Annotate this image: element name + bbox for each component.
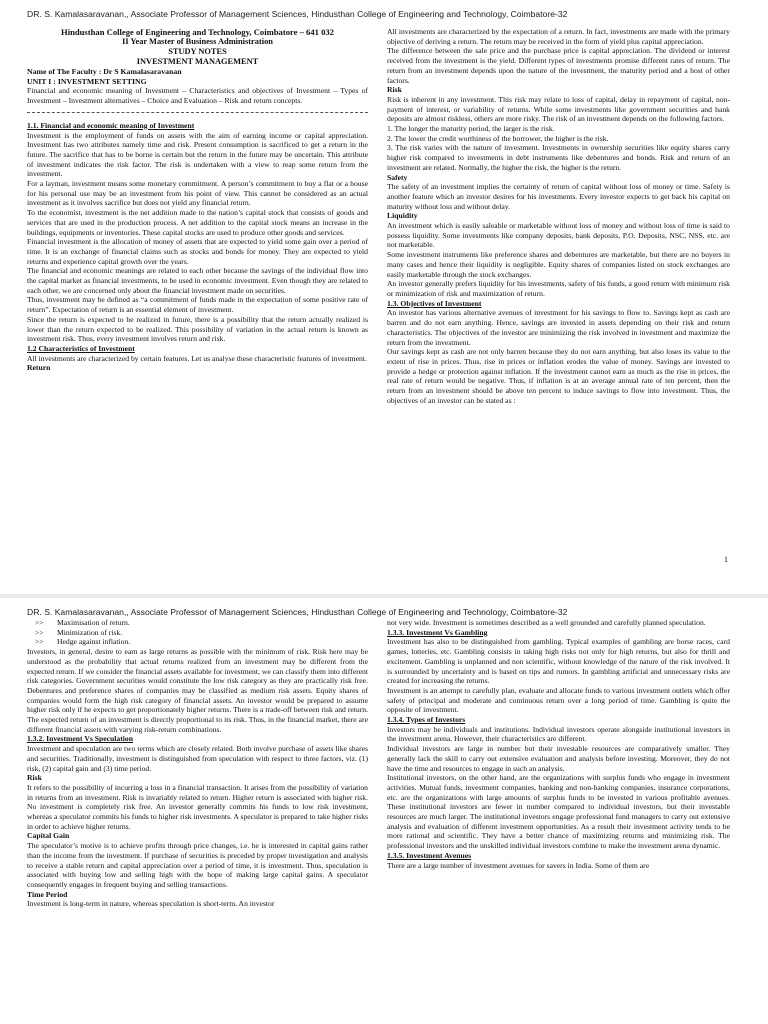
paragraph: Investment and speculation are two terms which are closely related. Both involve purchase of assets like shares and securities. Traditionally, investment is distinguished from speculation with respect to three factors, viz. (1) risk, (2) capital gain and (3) time period. bbox=[27, 744, 368, 773]
paragraph: not very wide. Investment is sometimes described as a well grounded and carefully planned speculation. bbox=[387, 618, 706, 627]
unit-title: UNIT I : INVESTMENT SETTING bbox=[27, 76, 147, 86]
page-header: DR. S. Kamalasaravanan,, Associate Professor of Management Sciences, Hindusthan College of Engineering and Technology, Coimbatore-32 bbox=[27, 9, 568, 19]
paragraph: Risk is inherent in any investment. This risk may relate to loss of capital, delay in repayment of capital, non-payment of interest, or variability of returns. While some investments like government securities and bank deposits are almost riskless, others are more risky. The risk of an investment depends on the following factors. bbox=[387, 94, 730, 124]
paragraph: All investments are characterized by certain features. Let us analyse these characteristic features of investment. bbox=[27, 353, 367, 363]
paragraph: Since the return is expected to be realized in future, there is a possibility that the return actually realized is lower than the return expected to be realized. This possibility of variation in the actual return is known as investment risk. Thus, every investment involves return and risk. bbox=[27, 314, 368, 344]
college-name: Hindusthan College of Engineering and Technology, Coimbatore – 641 032 bbox=[61, 27, 334, 37]
document-page-2 bbox=[0, 598, 768, 1024]
doc-type: STUDY NOTES bbox=[168, 47, 227, 56]
section-heading: 1.2 Characteristics of Investment bbox=[27, 343, 135, 353]
paragraph: Investment is an attempt to carefully plan, evaluate and allocate funds to various investment outlets which offer safety of principal and moderate and continuous return over a long period of time. Gambling is quite the opposite of investment. bbox=[387, 685, 730, 715]
paragraph: Thus, investment may be defined as “a commitment of funds made in the expectation of some positive rate of return”. Expectation of return is an essential element of investment. bbox=[27, 295, 368, 315]
paragraph: An investor generally prefers liquidity for his investments, safety of his funds, a good return with minimum risk or minimization of risk and maximization of return. bbox=[387, 279, 730, 298]
right-column bbox=[387, 27, 730, 405]
paragraph: An investor has various alternative avenues of investment for his savings to flow to. Savings kept as cash are barren and do not earn anything. Hence, savings are invested in assets depending on their risk and return characteristics. The objectives of the investor are minimizing the risk involved in investment and maximize the return from the investment. bbox=[387, 308, 730, 347]
list-item: 1. The longer the maturity period, the larger is the risk. bbox=[387, 124, 555, 134]
paragraph: Investors, in general, desire to earn as large returns as possible with the minimum of risk. Risk here may be understood as the probability that actual returns realized from an investment may be different from the expected return. If we consider the financial assets available for investment, we can classify them into different risk categories. Government securities would constitute the low risk category as they are practically risk free. Debentures and preference shares of companies may be classified as medium risk assets. Equity shares of companies would form the high risk category of financial assets. An investor would be prepared to assume higher risk only if he expects to get proportionately higher returns. There is a trade-off between risk and return. The expected return of an investment is directly proportional to its risk. Thus, in the financial market, there are different financial assets with varying risk-return combinations. bbox=[27, 647, 368, 734]
bullet-item: >> Maximisation of return. bbox=[35, 618, 130, 627]
list-item: 3. The risk varies with the nature of investment. Investments in ownership securities like equity shares carry higher risk compared to investments in debt instruments like debentures and bonds. Risk and return of an investment are related. Normally, the higher the risk, the higher is the return. bbox=[387, 143, 730, 172]
paragraph: The safety of an investment implies the certainty of return of capital without loss of money or time. Safety is another feature which an investor desires for his investments. Every investor expects to get back his capital on maturity without loss and without delay. bbox=[387, 182, 730, 211]
right-column bbox=[387, 618, 730, 870]
paragraph: Some investment instruments like preference shares and debentures are marketable, but there are no buyers in many cases and hence their liquidity is negligible. Equity shares of companies listed on stock exchanges are easily marketable through the stock exchanges. bbox=[387, 250, 730, 279]
paragraph: Investors may be individuals and institutions. Individual investors operate alongside institutional investors in the investment arena. However, their characteristics are different. bbox=[387, 724, 730, 744]
page-header: DR. S. Kamalasaravanan,, Associate Professor of Management Sciences, Hindusthan College of Engineering and Technology, Coimbatore-32 bbox=[27, 607, 568, 617]
list-item: 2. The lower the credit worthiness of the borrower, the higher is the risk. bbox=[387, 133, 609, 143]
bullet-item: >> Minimization of risk. bbox=[35, 627, 123, 637]
paragraph: There are a large number of investment avenues for savers in India. Some of them are bbox=[387, 860, 650, 870]
section-heading: 1.3.3. Investment Vs Gambling bbox=[387, 627, 488, 637]
course-name: II Year Master of Business Administration bbox=[122, 37, 273, 46]
bullet-item: >> Hedge against inflation. bbox=[35, 637, 131, 647]
subheading: Return bbox=[27, 363, 51, 373]
title-block bbox=[27, 27, 368, 67]
paragraph: The difference between the sale price and the purchase price is capital appreciation. The dividend or interest received from the investment is the yield. Different types of investments promise different rates of return. The return from an investment depends upon the nature of the investment, the maturity period and a host of other factors. bbox=[387, 46, 730, 85]
paragraph: To the economist, investment is the net addition made to the nation’s capital stock that consists of goods and services that are used in the production process. A net addition to the capital stock means an increase in the buildings, equipments or inventories. These capital stocks are used to produce other goods and services. bbox=[27, 208, 368, 237]
subject-title: INVESTMENT MANAGEMENT bbox=[136, 57, 259, 66]
paragraph: All investments are characterized by the expectation of a return. In fact, investments are made with the primary objective of deriving a return. The return may be received in the form of yield plus capital appreciation. bbox=[387, 27, 730, 46]
left-column bbox=[27, 27, 368, 373]
paragraph: The speculator’s motive is to achieve profits through price changes, i.e. he is interested in capital gains rather than the income from the investment. If purchase of securities is preceded by proper investigation and analysis to receive a stable return and capital appreciation over a period of time, it is investment. Thus, speculation is associated with buying low and selling high with the hope of making large capital gains. A speculator consequently engages in frequent buying and selling transactions. bbox=[27, 841, 368, 889]
paragraph: Investment has also to be distinguished from gambling. Typical examples of gambling are horse races, card games, lotteries, etc. Gambling consists in taking high risks not only for high returns, but also for thrill and excitement. Gambling is unplanned and non scientific, without knowledge of the nature of the risk involved. It is surrounded by uncertainty and is based on tips and rumors. In gambling artificial and unnecessary risks are created for increasing the returns. bbox=[387, 637, 730, 686]
section-heading: 1.3.5. Investment Avenues bbox=[387, 850, 472, 860]
subheading: Liquidity bbox=[387, 211, 418, 221]
paragraph: For a layman, investment means some monetary commitment. A person’s commitment to buy a flat or a house for his personal use may be an investment from his point of view. This cannot be considered as an actual investment as it involves sacrifice but does not yield any financial return. bbox=[27, 179, 368, 208]
syllabus: Financial and economic meaning of Investment – Characteristics and objectives of Investment – Types of Investment – Investment alternatives – Choice and Evaluation – Risk and return concepts. bbox=[27, 86, 368, 106]
section-heading: 1.1. Financial and economic meaning of Investment bbox=[27, 120, 195, 130]
faculty-name: Name of The Faculty : Dr S Kamalasaravanan bbox=[27, 67, 182, 76]
paragraph: The financial and economic meanings are related to each other because the savings of the individual flow into the capital market as financial investments, to be used in economic investment. Even though they are related to each other, we are concerned only about the financial investment made on securities. bbox=[27, 266, 368, 295]
subheading: Safety bbox=[387, 172, 408, 182]
paragraph: An investment which is easily saleable or marketable without loss of money and without loss of time is said to possess liquidity. Some investments like company deposits, bank deposits, P.O. Deposits, NSC, NSS, etc. are not marketable. bbox=[387, 221, 730, 250]
paragraph: Institutional investors, on the other hand, are the organizations with surplus funds who engage in investment activities. Mutual funds, investment companies, banking and non-banking companies, insurance corporations, etc. are the organizations with large amounts of surplus funds to be invested in various profitable avenues. These institutional investors are fewer in number compared to individual investors, but their investable resources are much larger. The institutional investors engage professional fund managers to carry out extensive analysis and evaluation of different investment opportunities. As a result their investment activity tends to be more rational and scientific. They have a better chance of maximizing returns and minimizing risk. The professional investors and the unskilled individual investors combine to make the investment arena dynamic. bbox=[387, 773, 730, 851]
paragraph: Investment is long-term in nature, whereas speculation is short-term. An investor bbox=[27, 899, 275, 909]
paragraph: Individual investors are large in number but their investable resources are comparatively smaller. They generally lack the skill to carry out extensive evaluation and analysis before investing. Moreover, they do not have the time and resources to engage in such an analysis. bbox=[387, 744, 730, 773]
paragraph: Financial investment is the allocation of money of assets that are expected to yield some gain over a period of time. It is an exchange of financial claims such as stocks and bonds for money. They are expected to yield returns and experience capital growth over the years. bbox=[27, 237, 368, 266]
dashed-divider bbox=[27, 112, 368, 113]
paragraph: Our savings kept as cash are not only barren because they do not earn anything, but also loses its value to the extent of rise in prices. Thus, rise in prices or inflation erodes the value of money. Savings are invested to provide a hedge or protection against inflation. If the investment cannot earn as much as the rise in prices, the real rate of return would be negative. Thus, if inflation is at an average annual rate of ten percent, then the return from an investment should be above ten percent to induce savings to flow into investment. Thus, the objectives of an investor can be stated as : bbox=[387, 347, 730, 405]
subheading: Capital Gain bbox=[27, 831, 70, 841]
left-column bbox=[27, 618, 368, 909]
section-heading: 1.3.2. Investment Vs Speculation bbox=[27, 734, 133, 744]
section-heading: 1.3. Objectives of Investment bbox=[387, 298, 482, 308]
subheading: Time Period bbox=[27, 889, 68, 899]
paragraph: It refers to the possibility of incurring a loss in a financial transaction. It arises from the possibility of variation in returns from an investment. Risk is invariably related to return. Higher return is associated with higher risk. No investment is completely risk free. An investor generally commits his funds to low risk investment, whereas a speculator commits his funds to higher risk investments. A speculator is prepared to take higher risks in order to achieve higher returns. bbox=[27, 782, 368, 831]
subheading: Risk bbox=[27, 773, 42, 783]
paragraph: Investment is the employment of funds on assets with the aim of earning income or capital appreciation. Investment has two attributes namely time and risk. Present consumption is sacrificed to get a return in the future. The sacrifice that has to be borne is certain but the return in the future may be uncertain. This attribute of investment indicates the risk factor. The risk is undertaken with a view to reap some return from the investment. bbox=[27, 130, 368, 179]
subheading: Risk bbox=[387, 85, 402, 95]
section-heading: 1.3.4. Types of Investors bbox=[387, 715, 466, 725]
page-number: 1 bbox=[724, 555, 728, 564]
